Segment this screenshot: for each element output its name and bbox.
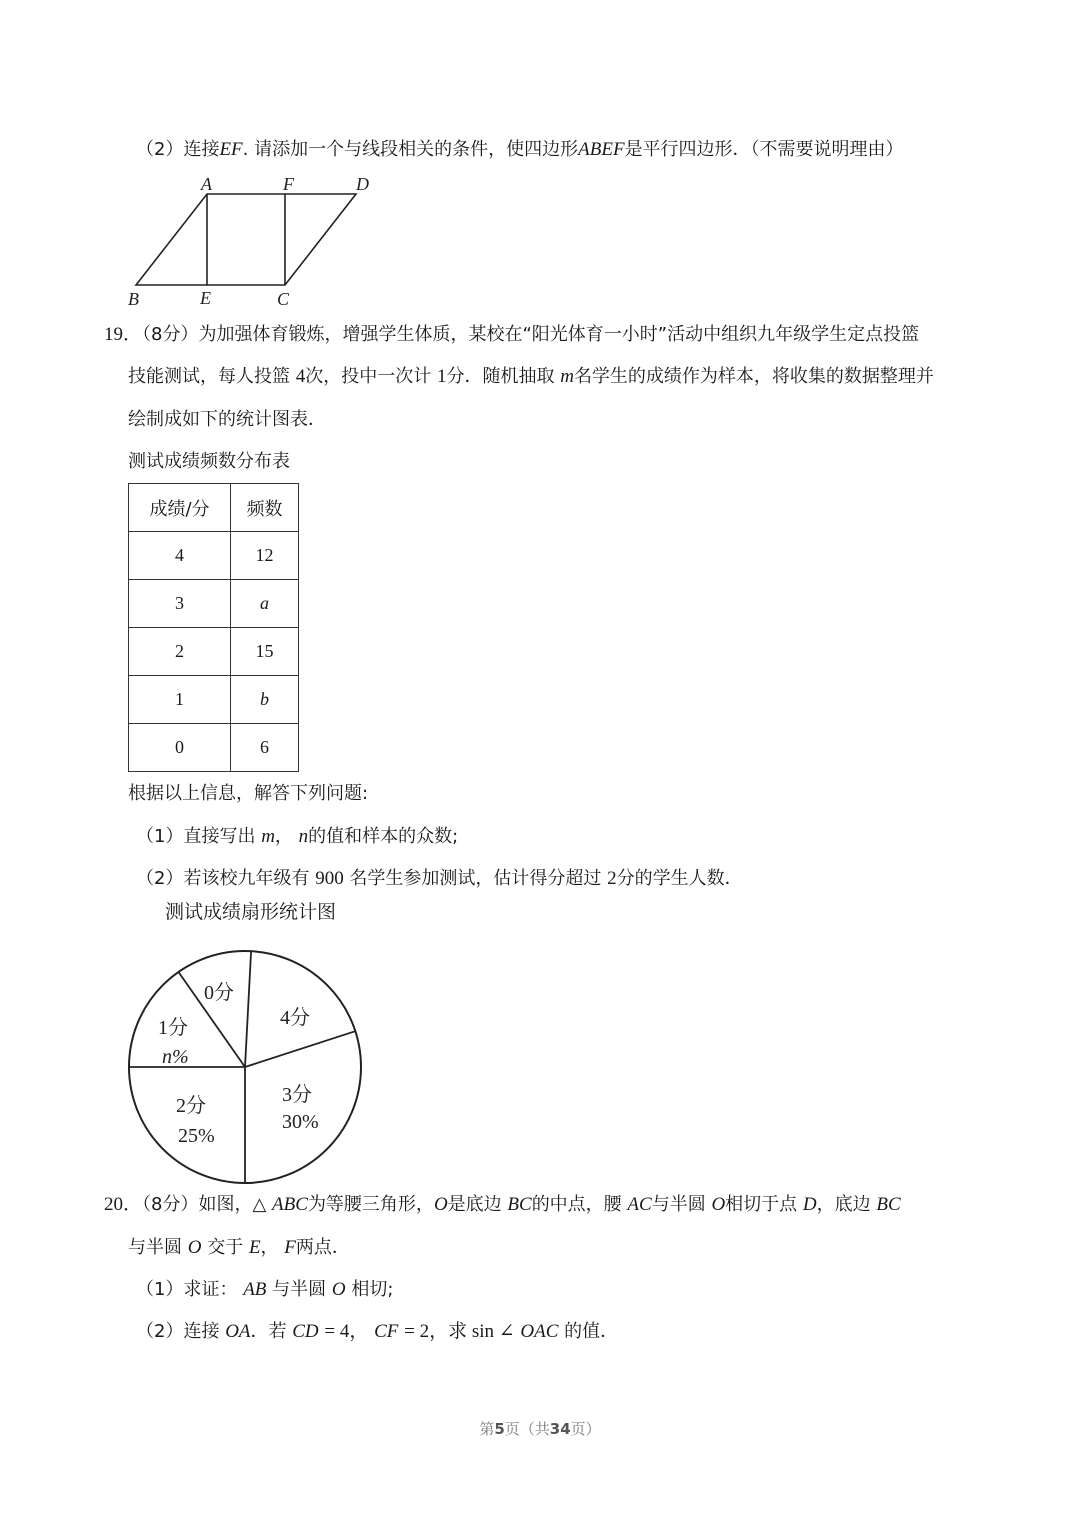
slice-percent-3: 30%: [282, 1111, 319, 1133]
table-row: [129, 724, 299, 772]
table-cell: 1: [129, 676, 231, 724]
table-title: 测试成绩频数分布表: [128, 451, 290, 472]
table-cell: 4: [129, 532, 231, 580]
label-e: E: [200, 288, 211, 308]
q19-line1: 19．（8分）为加强体育锻炼，增强学生体质，某校在“阳光体育一小时”活动中组织九年级学生定点投篮: [104, 324, 920, 345]
q20-line2: 与半圆 O 交于 E， F两点．: [128, 1237, 350, 1258]
q20-line1: 20．（8分）如图，△ ABC为等腰三角形，O是底边 BC的中点，腰 AC与半圆 O相切于点 D，底边 BC: [104, 1194, 901, 1215]
slice-label-1: 1分: [158, 1017, 188, 1039]
label-c: C: [277, 289, 290, 309]
slice-label-3: 3分: [282, 1084, 312, 1106]
label-d: D: [356, 174, 369, 194]
label-f: F: [283, 174, 294, 194]
q19-line3: 绘制成如下的统计图表．: [128, 409, 326, 430]
slice-label-2: 2分: [176, 1095, 206, 1117]
slice-label-25: 25%: [178, 1125, 215, 1147]
slice-label-0: 0分: [204, 982, 234, 1004]
slice-label-4: 4分: [280, 1007, 310, 1029]
pie-boundary-4-3: [245, 1031, 355, 1067]
table-cell: 12: [231, 532, 299, 580]
table-cell: b: [231, 676, 299, 724]
table-cell: a: [231, 580, 299, 628]
parallelogram-abcd: [136, 194, 356, 285]
table-row: [129, 532, 299, 580]
table-cell: 15: [231, 628, 299, 676]
pie-boundary-0-4: [245, 951, 251, 1067]
slice-percent-1: n%: [162, 1046, 189, 1068]
pie-chart: [120, 940, 370, 1190]
q18-part2: （2）连接EF. 请添加一个与线段相关的条件，使四边形ABEF是平行四边形．（不需要说明理由）: [136, 139, 904, 160]
q19-intro: 根据以上信息，解答下列问题:: [128, 783, 369, 804]
q20-part2: （2）连接 OA．若 CD = 4， CF = 2，求 sin ∠ OAC 的值．: [136, 1321, 619, 1342]
table-row: [129, 628, 299, 676]
table-cell: 6: [231, 724, 299, 772]
q19-part2: （2）若该校九年级有 900 名学生参加测试，估计得分超过 2分的学生人数．: [136, 868, 743, 889]
table-row: [129, 580, 299, 628]
table-header: 频数: [231, 484, 299, 532]
q19-line2: 技能测试，每人投篮 4次，投中一次计 1分．随机抽取 m名学生的成绩作为样本，将收集的数据整理并: [128, 366, 934, 387]
table-header-row: [129, 484, 299, 532]
label-b: B: [128, 289, 139, 309]
frequency-table: [128, 483, 299, 772]
table-cell: 3: [129, 580, 231, 628]
table-cell: 2: [129, 628, 231, 676]
table-cell: 0: [129, 724, 231, 772]
table-header: 成绩/分: [129, 484, 231, 532]
label-a: A: [201, 174, 212, 194]
q19-part1: （1）直接写出 m， n的值和样本的众数;: [136, 826, 459, 847]
parallelogram-figure: [120, 170, 390, 315]
page-footer: 第5页（共34页）: [479, 1420, 601, 1438]
pie-title: 测试成绩扇形统计图: [165, 902, 337, 923]
q20-part1: （1）求证： AB 与半圆 O 相切;: [136, 1279, 394, 1300]
table-row: [129, 676, 299, 724]
